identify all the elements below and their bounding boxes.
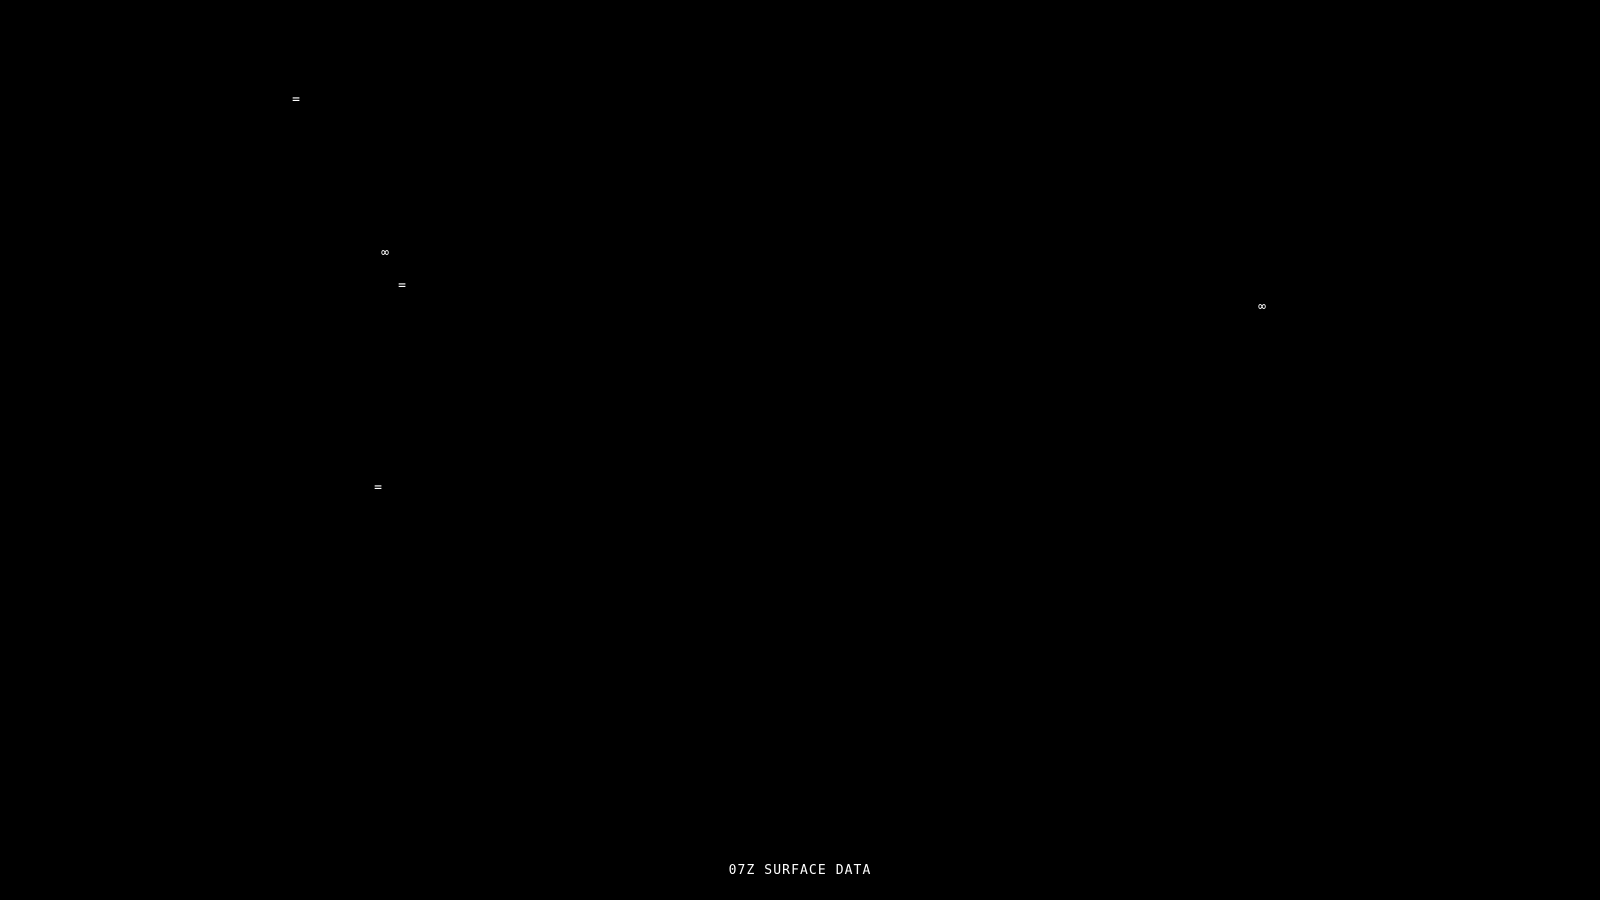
fog-symbol: ∞ [381, 245, 389, 261]
haze-symbol: = [374, 480, 382, 496]
haze-symbol: = [292, 92, 300, 108]
page-title: 07Z SURFACE DATA [728, 863, 872, 878]
haze-symbol: = [398, 278, 406, 294]
fog-symbol: ∞ [1258, 299, 1266, 315]
